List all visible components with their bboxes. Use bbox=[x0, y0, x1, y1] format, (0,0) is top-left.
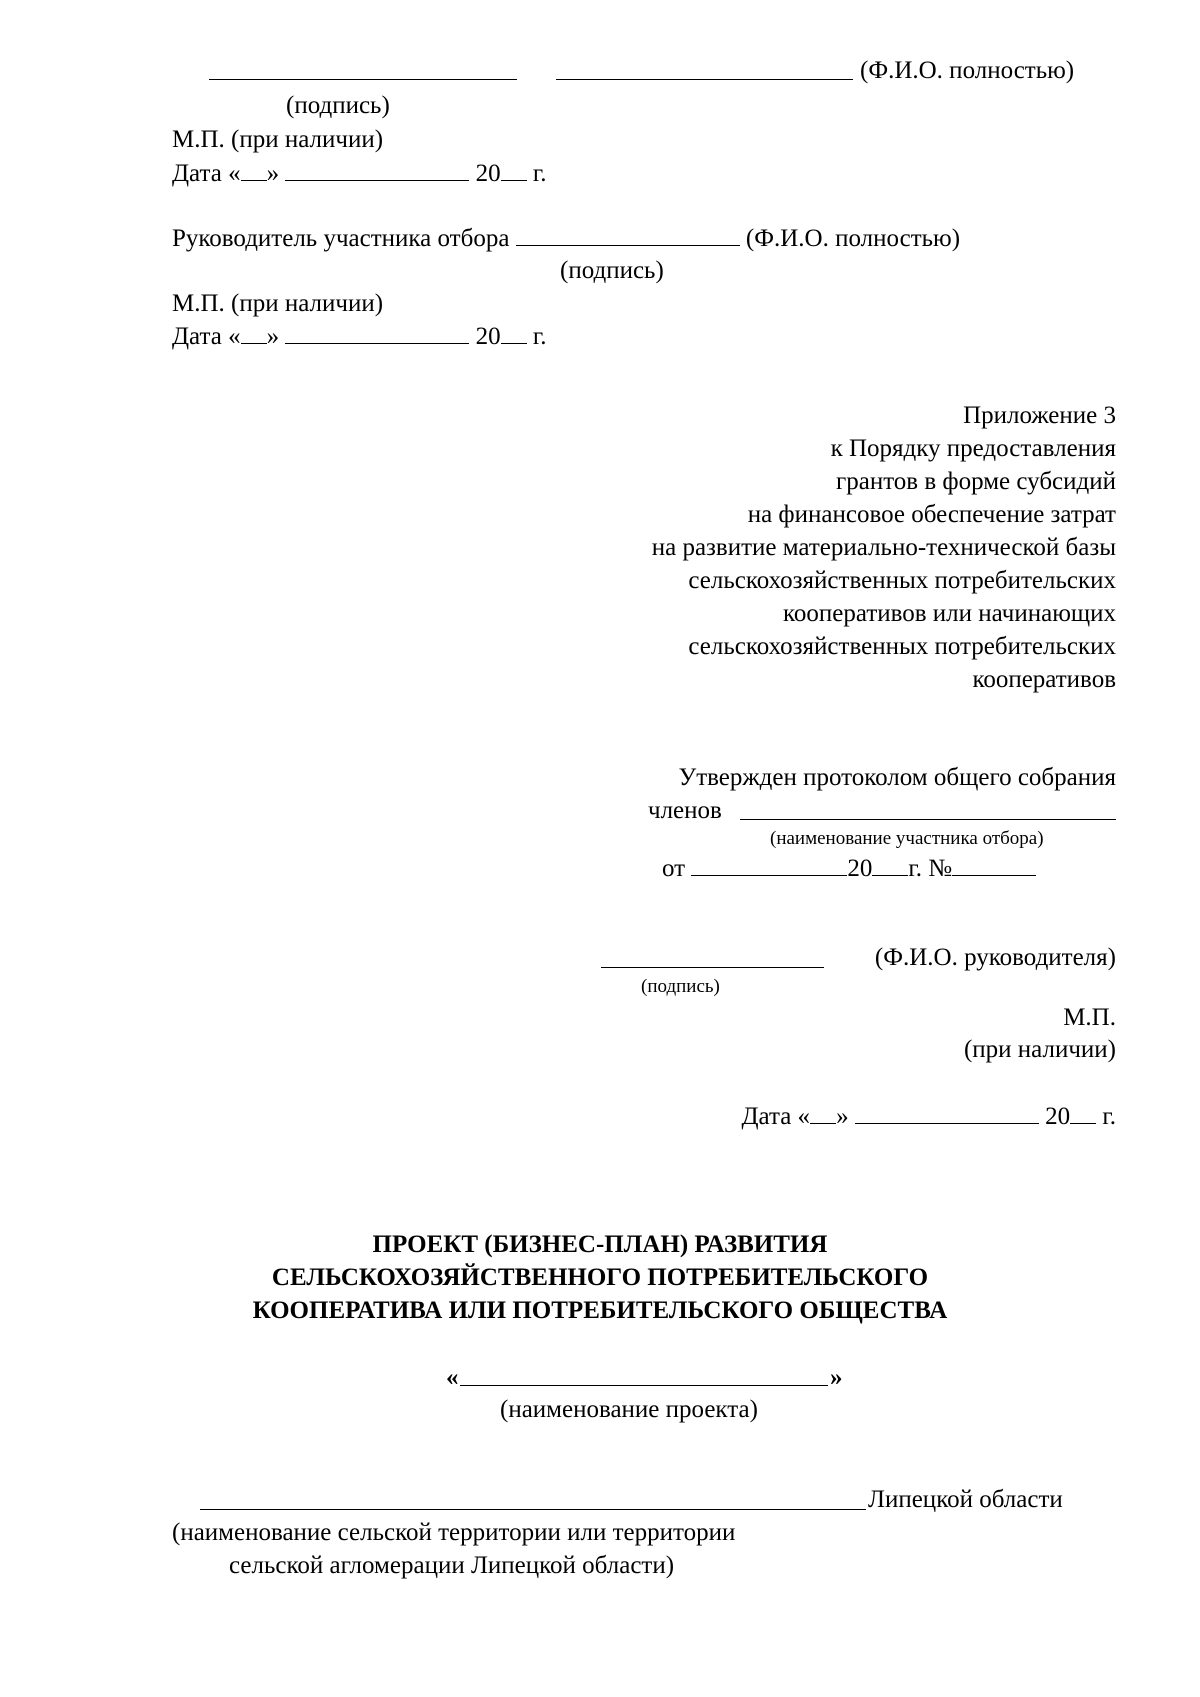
day-blank[interactable] bbox=[241, 160, 267, 181]
day-blank[interactable] bbox=[810, 1103, 836, 1124]
date-line: Дата « » 20 г. bbox=[172, 160, 547, 187]
appendix-line: Приложение 3 bbox=[963, 402, 1116, 429]
territory-caption-line-2: сельской агломерации Липецкой области) bbox=[229, 1552, 675, 1579]
signature-caption: (подпись) bbox=[286, 92, 390, 119]
stamp-note: М.П. (при наличии) bbox=[172, 290, 384, 317]
project-close-quote: » bbox=[830, 1364, 843, 1391]
territory-name-line[interactable] bbox=[200, 1509, 866, 1510]
head-line: Руководитель участника отбора (Ф.И.О. полностью) bbox=[172, 225, 961, 252]
project-open-quote: « bbox=[446, 1364, 459, 1391]
day-blank[interactable] bbox=[241, 323, 267, 344]
members-caption: (наименование участника отбора) bbox=[770, 828, 1044, 849]
month-blank[interactable] bbox=[285, 160, 469, 181]
signature-caption: (подпись) bbox=[560, 257, 664, 284]
document-title-line-2: СЕЛЬСКОХОЗЯЙСТВЕННОГО ПОТРЕБИТЕЛЬСКОГО bbox=[271, 1264, 929, 1291]
document-title-line-3: КООПЕРАТИВА ИЛИ ПОТРЕБИТЕЛЬСКОГО ОБЩЕСТВА bbox=[252, 1297, 948, 1324]
approval-title: Утвержден протоколом общего собрания bbox=[678, 764, 1116, 791]
territory-caption-line-1: (наименование сельской территории или территории bbox=[172, 1519, 736, 1546]
month-blank[interactable] bbox=[855, 1103, 1039, 1124]
project-name-line[interactable] bbox=[460, 1385, 828, 1386]
appendix-line: грантов в форме субсидий bbox=[835, 468, 1116, 495]
protocol-year-blank[interactable] bbox=[872, 855, 908, 876]
project-caption: (наименование проекта) bbox=[500, 1396, 758, 1423]
signature-caption: (подпись) bbox=[641, 976, 720, 997]
protocol-date-blank[interactable] bbox=[691, 855, 847, 876]
appendix-line: сельскохозяйственных потребительских bbox=[688, 633, 1116, 660]
appendix-line: кооперативов bbox=[972, 666, 1116, 693]
month-blank[interactable] bbox=[285, 323, 469, 344]
fio-label: (Ф.И.О. полностью) bbox=[860, 57, 1075, 84]
region-label: Липецкой области bbox=[868, 1486, 1063, 1513]
signature-line[interactable] bbox=[209, 79, 517, 80]
year-blank[interactable] bbox=[1070, 1103, 1096, 1124]
members-name-line[interactable] bbox=[740, 819, 1116, 820]
appendix-line: к Порядку предоставления bbox=[830, 435, 1116, 462]
stamp-label: М.П. bbox=[1063, 1004, 1116, 1031]
members-label: членов bbox=[648, 797, 722, 824]
appendix-line: на финансовое обеспечение затрат bbox=[747, 501, 1116, 528]
protocol-date-line: от 20 г. № bbox=[662, 855, 1036, 881]
appendix-line: на развитие материально-технической базы bbox=[651, 534, 1116, 561]
head-fio-label: (Ф.И.О. руководителя) bbox=[874, 944, 1116, 971]
head-signature-line[interactable] bbox=[601, 967, 824, 968]
appendix-line: кооперативов или начинающих bbox=[783, 600, 1116, 627]
fio-line[interactable] bbox=[556, 79, 853, 80]
date-line: Дата « » 20 г. bbox=[741, 1103, 1116, 1130]
appendix-line: сельскохозяйственных потребительских bbox=[688, 567, 1116, 594]
document-title-line-1: ПРОЕКТ (БИЗНЕС-ПЛАН) РАЗВИТИЯ bbox=[372, 1231, 828, 1258]
stamp-note: (при наличии) bbox=[963, 1036, 1116, 1063]
stamp-note: М.П. (при наличии) bbox=[172, 126, 384, 153]
signature-line[interactable] bbox=[516, 225, 740, 246]
protocol-number-blank[interactable] bbox=[952, 855, 1036, 876]
year-blank[interactable] bbox=[501, 160, 527, 181]
date-line: Дата « » 20 г. bbox=[172, 323, 547, 350]
year-blank[interactable] bbox=[501, 323, 527, 344]
